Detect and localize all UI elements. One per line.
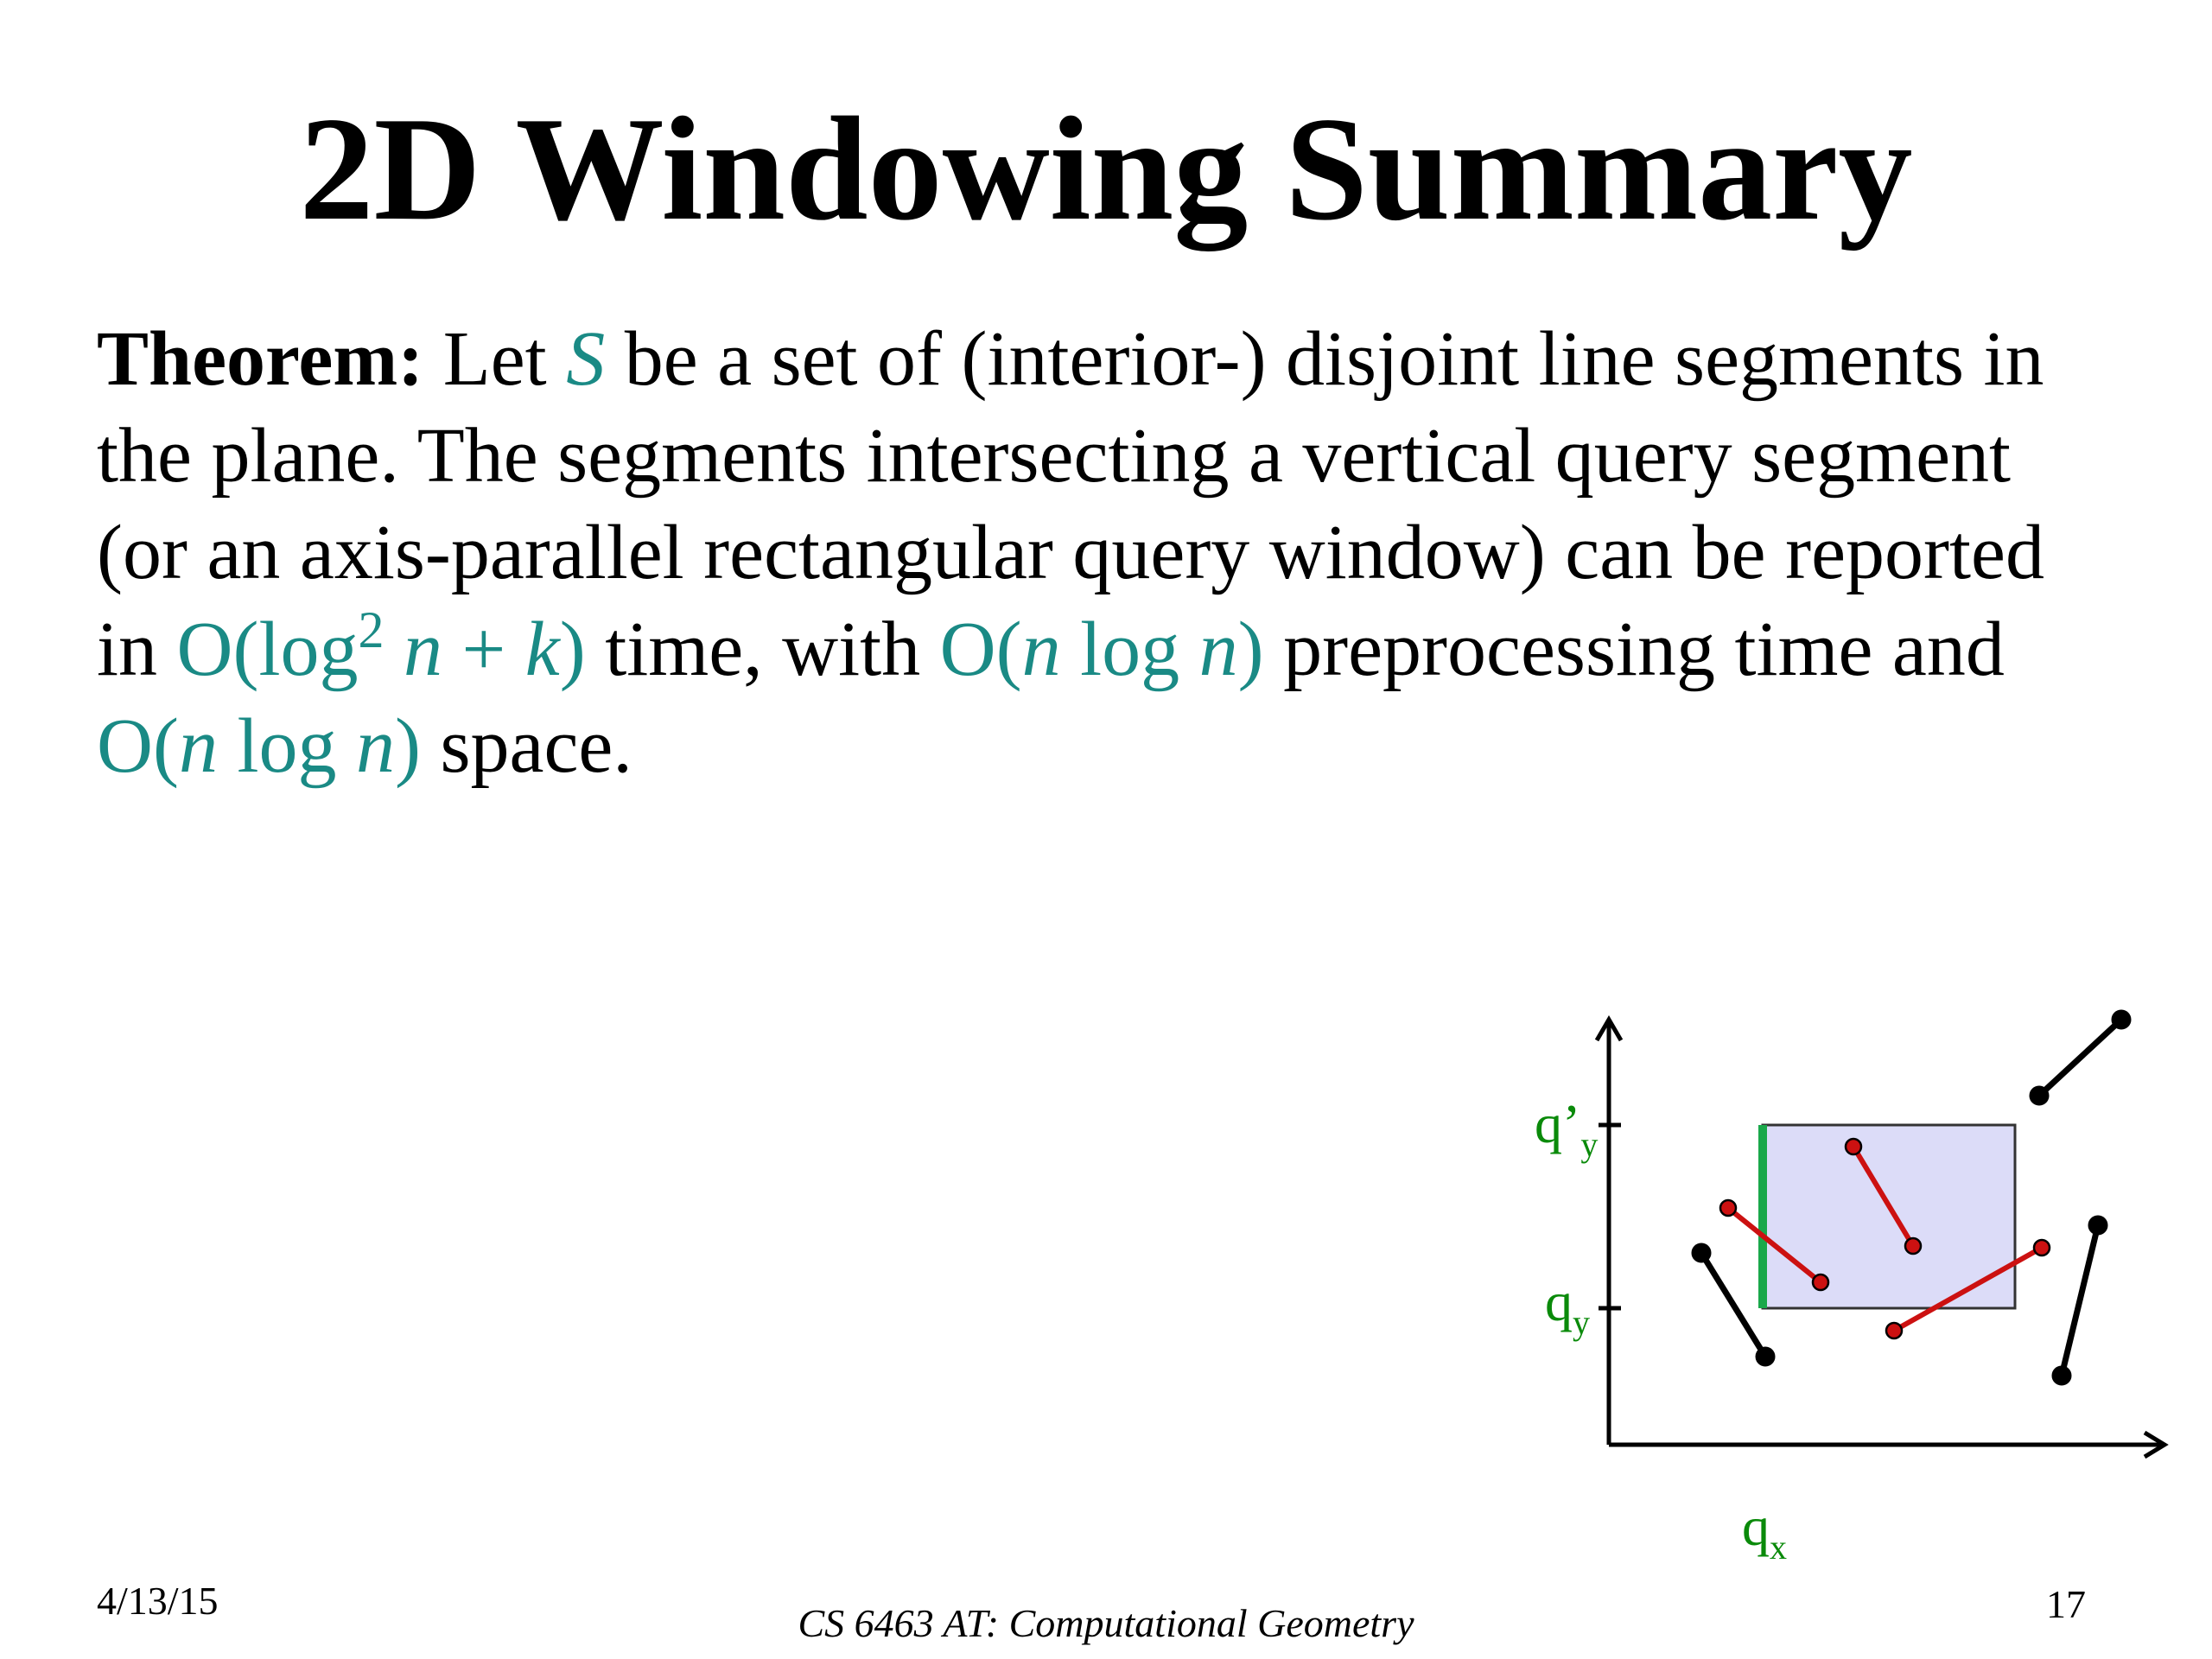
query-time-exponent: 2 <box>358 601 385 658</box>
endpoint <box>2091 1218 2105 1232</box>
footer-course: CS 6463 AT: Computational Geometry <box>798 1601 1414 1645</box>
set-name: S <box>566 316 606 402</box>
pre-n2: n <box>1198 607 1238 692</box>
label-qx-main: q <box>1742 1496 1770 1557</box>
segment-black-2 <box>1701 1253 1765 1357</box>
theorem-text-3: time, with <box>585 607 940 692</box>
label-qy <box>1545 1271 1590 1342</box>
space-close: ) <box>394 703 421 789</box>
space-open: O( <box>97 703 179 789</box>
space-n1: n <box>178 703 218 789</box>
label-qx <box>1742 1496 1787 1567</box>
theorem-text-1: Let <box>423 316 567 402</box>
query-time-close: ) <box>559 607 586 692</box>
pre-n1: n <box>1021 607 1061 692</box>
endpoint <box>1886 1323 1902 1338</box>
label-qx-sub: x <box>1770 1528 1787 1567</box>
theorem-label: Theorem: <box>97 316 424 402</box>
query-window <box>1763 1125 2015 1308</box>
segment-black-1 <box>2039 1020 2121 1096</box>
slide-title: 2D Windowing Summary <box>299 87 1913 251</box>
endpoint <box>2034 1240 2050 1255</box>
label-qpy-sub: y <box>1580 1125 1599 1164</box>
endpoint <box>2055 1369 2069 1382</box>
label-qy-sub: y <box>1573 1303 1590 1342</box>
query-time-plus: + <box>442 607 525 692</box>
pre-log: log <box>1060 607 1199 692</box>
endpoint <box>2114 1013 2128 1027</box>
query-time-open: O(log <box>176 607 359 692</box>
pre-open: O( <box>939 607 1022 692</box>
segment-black-3 <box>2062 1225 2098 1376</box>
footer-date: 4/13/15 <box>97 1579 219 1623</box>
endpoint <box>1758 1350 1772 1363</box>
query-time-k: k <box>524 607 560 692</box>
space-n2: n <box>355 703 395 789</box>
theorem-text-5: space. <box>420 703 632 789</box>
theorem-text-4: preprocessing time and <box>1263 607 2005 692</box>
label-qpy <box>1535 1093 1598 1164</box>
pre-close: ) <box>1237 607 1264 692</box>
endpoint <box>1846 1139 1861 1154</box>
endpoint <box>1905 1238 1921 1254</box>
endpoint <box>1813 1274 1828 1290</box>
endpoint <box>2032 1089 2046 1103</box>
page-number: 17 <box>2046 1582 2086 1626</box>
space-log: log <box>217 703 356 789</box>
endpoint <box>1694 1246 1708 1260</box>
label-qpy-main: q’ <box>1535 1093 1581 1154</box>
theorem-text-2: be a set of (interior-) disjoint line segments in the plane. The segments intersecting a vertical query segment (or an axis-parallel rectangular query window) can be reported in <box>97 316 2044 692</box>
endpoint <box>1720 1200 1736 1216</box>
label-qy-main: q <box>1545 1271 1573 1332</box>
query-time-n: n <box>384 607 442 692</box>
